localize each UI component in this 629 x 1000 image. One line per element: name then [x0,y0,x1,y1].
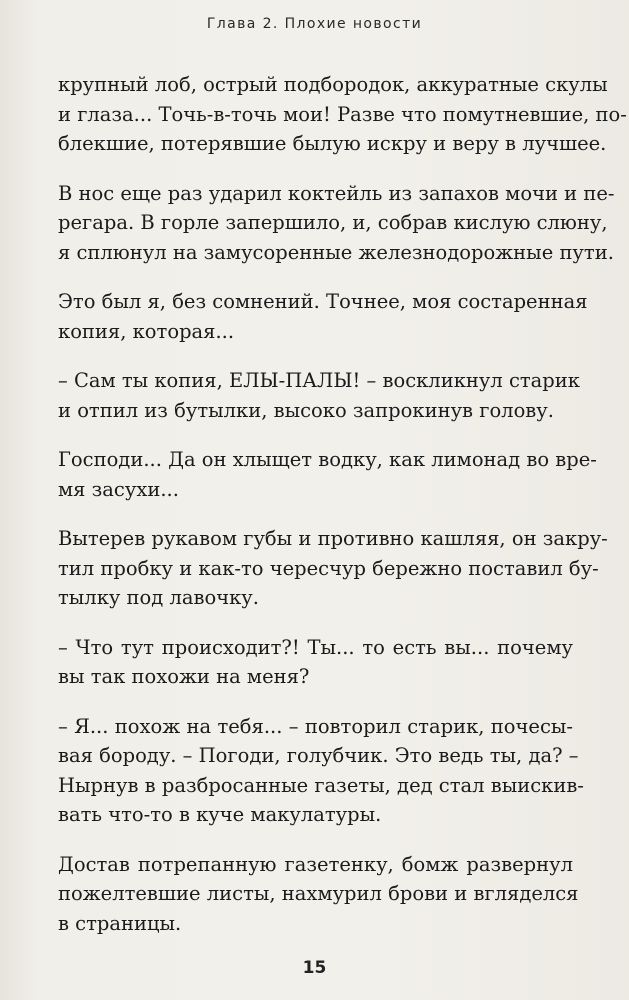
text-line: и отпил из бутылки, высоко запрокинув голову. [58,398,554,422]
text-line: копия, которая... [58,319,235,343]
text-line: крупный лоб, острый подбородок, аккуратные скулы [58,73,608,96]
text-line: тылку под лавочку. [58,586,259,609]
text-line: тил пробку и как-то чересчур бережно поставил бу- [58,556,599,580]
text-line: вая бороду. – Погоди, голубчик. Это ведь ты, да? – [58,744,579,767]
text-line: пожелтевшие листы, нахмурил брови и вгляделся [58,882,579,905]
paragraph [58,445,597,504]
text-line: Вытерев рукавом губы и противно кашляя, он закру- [58,527,608,550]
page-number: 15 [302,958,327,978]
text-line: я сплюнул на замусоренные железнодорожные пути. [58,240,614,264]
text-line: Господи... Да он хлыщет водку, как лимонад во вре- [58,448,597,471]
text-line: и глаза... Точь-в-точь мои! Разве что помутневшие, по- [58,102,627,126]
text-line: Достав потрепанную газетенку, бомж развернул [58,852,573,876]
text-line: вать что-то в куче макулатуры. [58,803,382,826]
paragraph [58,70,627,159]
text-line: В нос еще раз ударил коктейль из запахов мочи и пе- [58,181,615,205]
body-text [58,70,627,958]
text-line: в страницы. [58,911,182,935]
text-line: – Сам ты копия, ЕЛЫ-ПАЛЫ! – воскликнул старик [58,369,580,392]
text-line: блекшие, потерявшие былую искру и веру в лучшее. [58,132,607,155]
paragraph [58,524,608,613]
text-line: Это был я, без сомнений. Точнее, моя состаренная [58,290,588,313]
text-line: мя засухи... [58,477,179,501]
paragraph [58,287,588,346]
paragraph [58,179,615,268]
paragraph [58,366,580,425]
text-line: – Я... похож на тебя... – повторил старик, почесы- [58,714,573,738]
text-line: вы так похожи на меня? [58,665,310,688]
running-header: Глава 2. Плохие новости [206,16,423,32]
text-line: Нырнув в разбросанные газеты, дед стал выискив- [58,773,584,797]
text-line: регара. В горле запершило, и, собрав кислую слюну, [58,211,608,234]
text-line: – Что тут происходит?! Ты... то есть вы... почему [58,635,573,659]
paragraph [58,712,584,830]
paragraph [58,850,579,939]
paragraph [58,633,573,692]
